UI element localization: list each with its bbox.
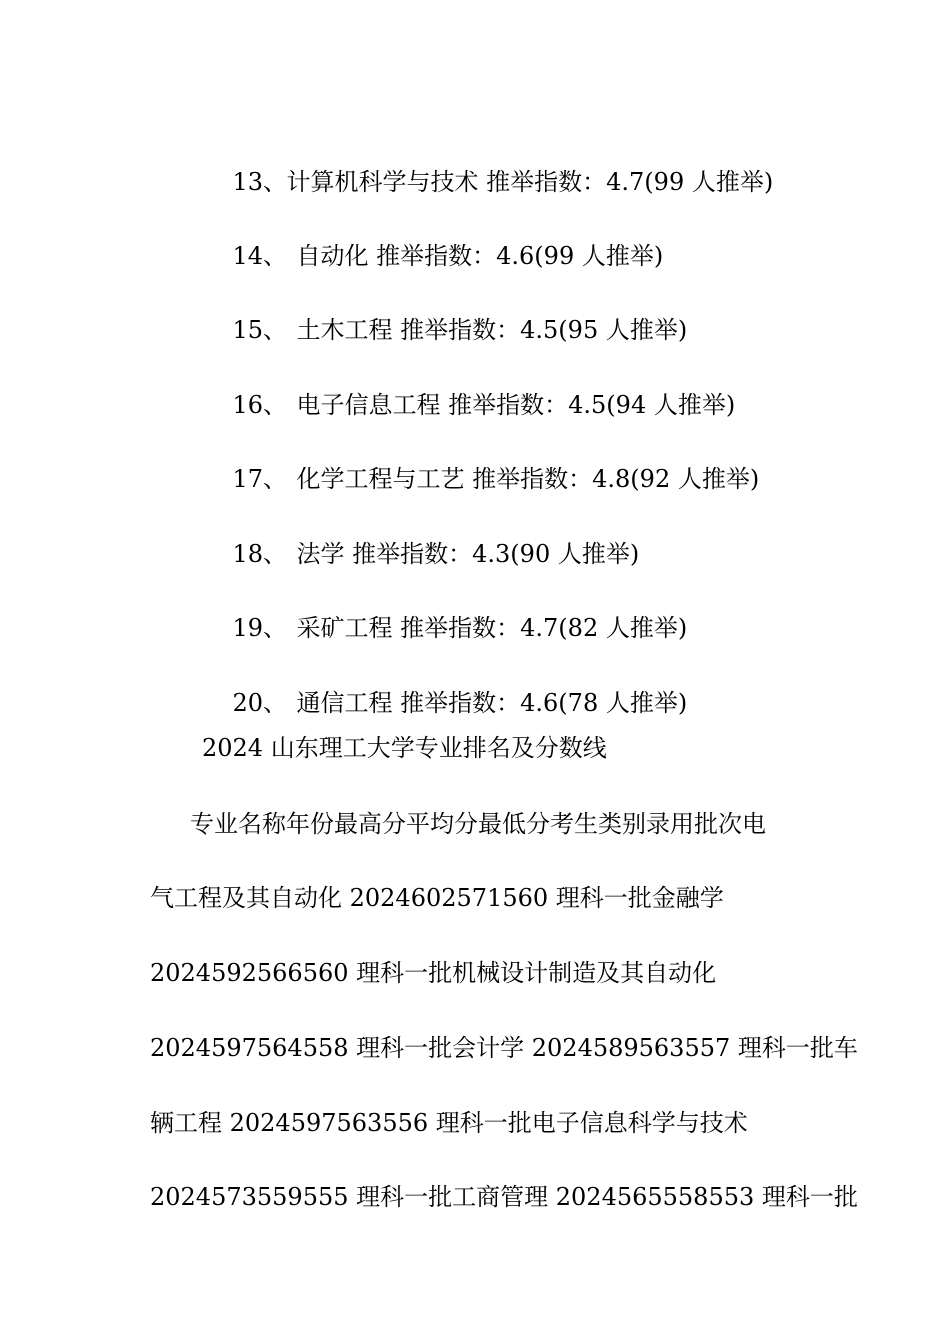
rank-number: 14、 — [232, 242, 288, 270]
rank-number: 16、 — [232, 391, 288, 419]
rank-text: 采矿工程 推举指数：4.7(82 人推举) — [296, 614, 688, 642]
rank-text: 电子信息工程 推举指数：4.5(94 人推举) — [296, 391, 736, 419]
rank-text: 化学工程与工艺 推举指数：4.8(92 人推举) — [296, 465, 760, 493]
rank-number: 13、 — [232, 168, 288, 196]
rank-number: 18、 — [232, 540, 288, 568]
rank-number: 20、 — [232, 689, 288, 717]
rank-number: 15、 — [232, 316, 288, 344]
body-line: 2024592566560 理科一批机械设计制造及其自动化 — [150, 959, 717, 987]
rank-text: 自动化 推举指数：4.6(99 人推举) — [296, 242, 664, 270]
section-title: 2024 山东理工大学专业排名及分数线 — [202, 734, 607, 762]
rank-number: 19、 — [232, 614, 288, 642]
rank-text: 土木工程 推举指数：4.5(95 人推举) — [296, 316, 688, 344]
body-line: 气工程及其自动化 2024602571560 理科一批金融学 — [150, 884, 724, 912]
rank-text: 计算机科学与技术 推举指数：4.7(99 人推举) — [286, 168, 774, 196]
rank-number: 17、 — [232, 465, 288, 493]
body-line: 2024597564558 理科一批会计学 2024589563557 理科一批车 — [150, 1034, 858, 1062]
rank-text: 通信工程 推举指数：4.6(78 人推举) — [296, 689, 688, 717]
body-line: 辆工程 2024597563556 理科一批电子信息科学与技术 — [150, 1109, 748, 1137]
body-line: 专业名称年份最高分平均分最低分考生类别录用批次电 — [190, 810, 766, 838]
rank-text: 法学 推举指数：4.3(90 人推举) — [296, 540, 640, 568]
body-line: 2024573559555 理科一批工商管理 2024565558553 理科一批 — [150, 1183, 858, 1211]
